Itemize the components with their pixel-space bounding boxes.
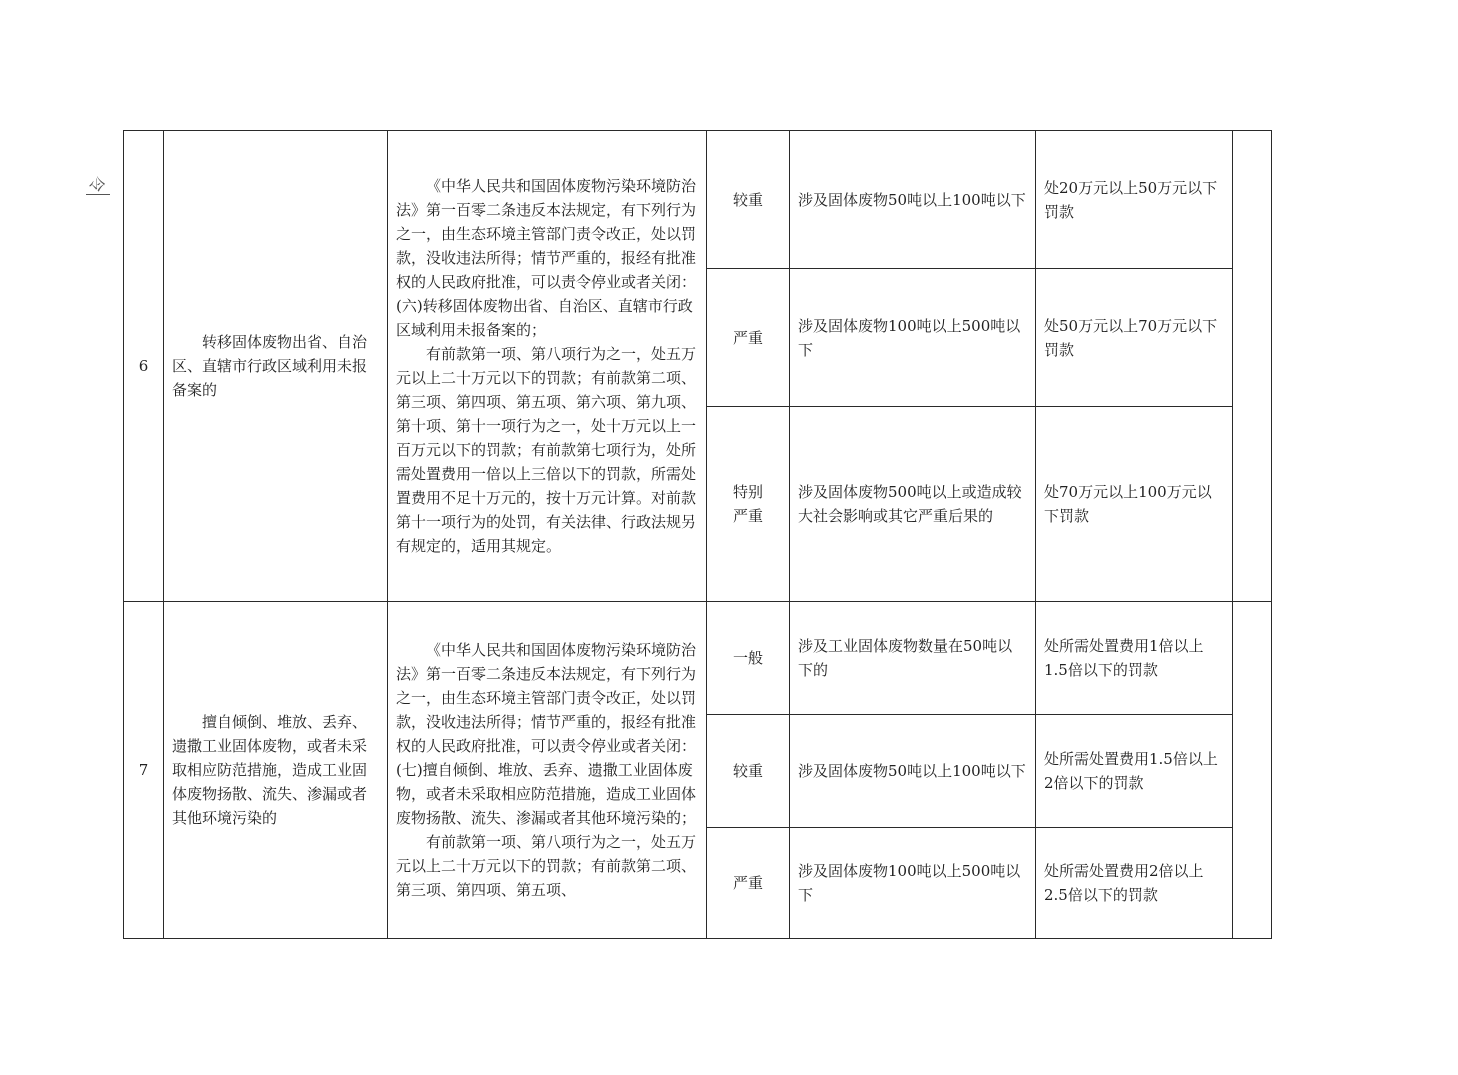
severity-level: 较重 xyxy=(707,715,790,828)
severity-level: 特别 严重 xyxy=(707,407,790,602)
legal-basis-clause: 《中华人民共和国固体废物污染环境防治法》第一百零二条违反本法规定，有下列行为之一，由生态环境主管部门责令改正，处以罚款，没收违法所得；情节严重的，报经有批准权的人民政府批准，可以责令停业或者关闭： xyxy=(396,641,697,755)
table-row xyxy=(124,131,1272,269)
penalty-standard: 处所需处置费用1倍以上1.5倍以下的罚款 xyxy=(1036,602,1233,715)
legal-basis-clause: 《中华人民共和国固体废物污染环境防治法》第一百零二条违反本法规定，有下列行为之一，由生态环境主管部门责令改正，处以罚款，没收违法所得；情节严重的，报经有批准权的人民政府批准，可以责令停业或者关闭： xyxy=(396,177,697,291)
side-margin-mark: 令 xyxy=(87,176,106,193)
severity-level: 较重 xyxy=(707,131,790,269)
severity-level: 一般 xyxy=(707,602,790,715)
legal-basis-item: (七)擅自倾倒、堆放、丢弃、遗撒工业固体废物，或者未采取相应防范措施，造成工业固体废物扬散、流失、渗漏或者其他环境污染的； xyxy=(396,761,697,827)
violation-circumstance: 涉及固体废物100吨以上500吨以下 xyxy=(790,269,1036,407)
penalty-discretion-table xyxy=(123,130,1272,939)
legal-basis-penalty: 有前款第一项、第八项行为之一，处五万元以上二十万元以下的罚款；有前款第二项、第三项、第四项、第五项、 xyxy=(396,833,697,899)
violation-circumstance: 涉及固体废物50吨以上100吨以下 xyxy=(790,131,1036,269)
severity-level: 严重 xyxy=(707,828,790,939)
penalty-standard: 处50万元以上70万元以下罚款 xyxy=(1036,269,1233,407)
item-number: 7 xyxy=(124,602,164,939)
table-row xyxy=(124,602,1272,715)
legal-basis xyxy=(388,602,707,939)
remarks-cell xyxy=(1233,602,1272,939)
legal-basis xyxy=(388,131,707,602)
item-number: 6 xyxy=(124,131,164,602)
violation-behavior: 擅自倾倒、堆放、丢弃、遗撒工业固体废物，或者未采取相应防范措施，造成工业固体废物扬散、流失、渗漏或者其他环境污染的 xyxy=(164,602,388,939)
legal-basis-item: (六)转移固体废物出省、自治区、直辖市行政区域利用未报备案的； xyxy=(396,297,693,339)
penalty-standard: 处所需处置费用1.5倍以上2倍以下的罚款 xyxy=(1036,715,1233,828)
penalty-standard: 处70万元以上100万元以下罚款 xyxy=(1036,407,1233,602)
severity-level: 严重 xyxy=(707,269,790,407)
violation-behavior: 转移固体废物出省、自治区、直辖市行政区域利用未报备案的 xyxy=(164,131,388,602)
violation-circumstance: 涉及固体废物100吨以上500吨以下 xyxy=(790,828,1036,939)
remarks-cell xyxy=(1233,131,1272,602)
violation-circumstance: 涉及固体废物500吨以上或造成较大社会影响或其它严重后果的 xyxy=(790,407,1036,602)
violation-circumstance: 涉及工业固体废物数量在50吨以下的 xyxy=(790,602,1036,715)
penalty-standard: 处20万元以上50万元以下罚款 xyxy=(1036,131,1233,269)
penalty-standard: 处所需处置费用2倍以上2.5倍以下的罚款 xyxy=(1036,828,1233,939)
violation-circumstance: 涉及固体废物50吨以上100吨以下 xyxy=(790,715,1036,828)
legal-basis-penalty: 有前款第一项、第八项行为之一，处五万元以上二十万元以下的罚款；有前款第二项、第三项、第四项、第五项、第六项、第九项、第十项、第十一项行为之一，处十万元以上一百万元以下的罚款；有前款第七项行为，处所需处置费用一倍以上三倍以下的罚款，所需处置费用不足十万元的，按十万元计算。对前款第十一项行为的处罚，有关法律、行政法规另有规定的，适用其规定。 xyxy=(396,345,697,555)
